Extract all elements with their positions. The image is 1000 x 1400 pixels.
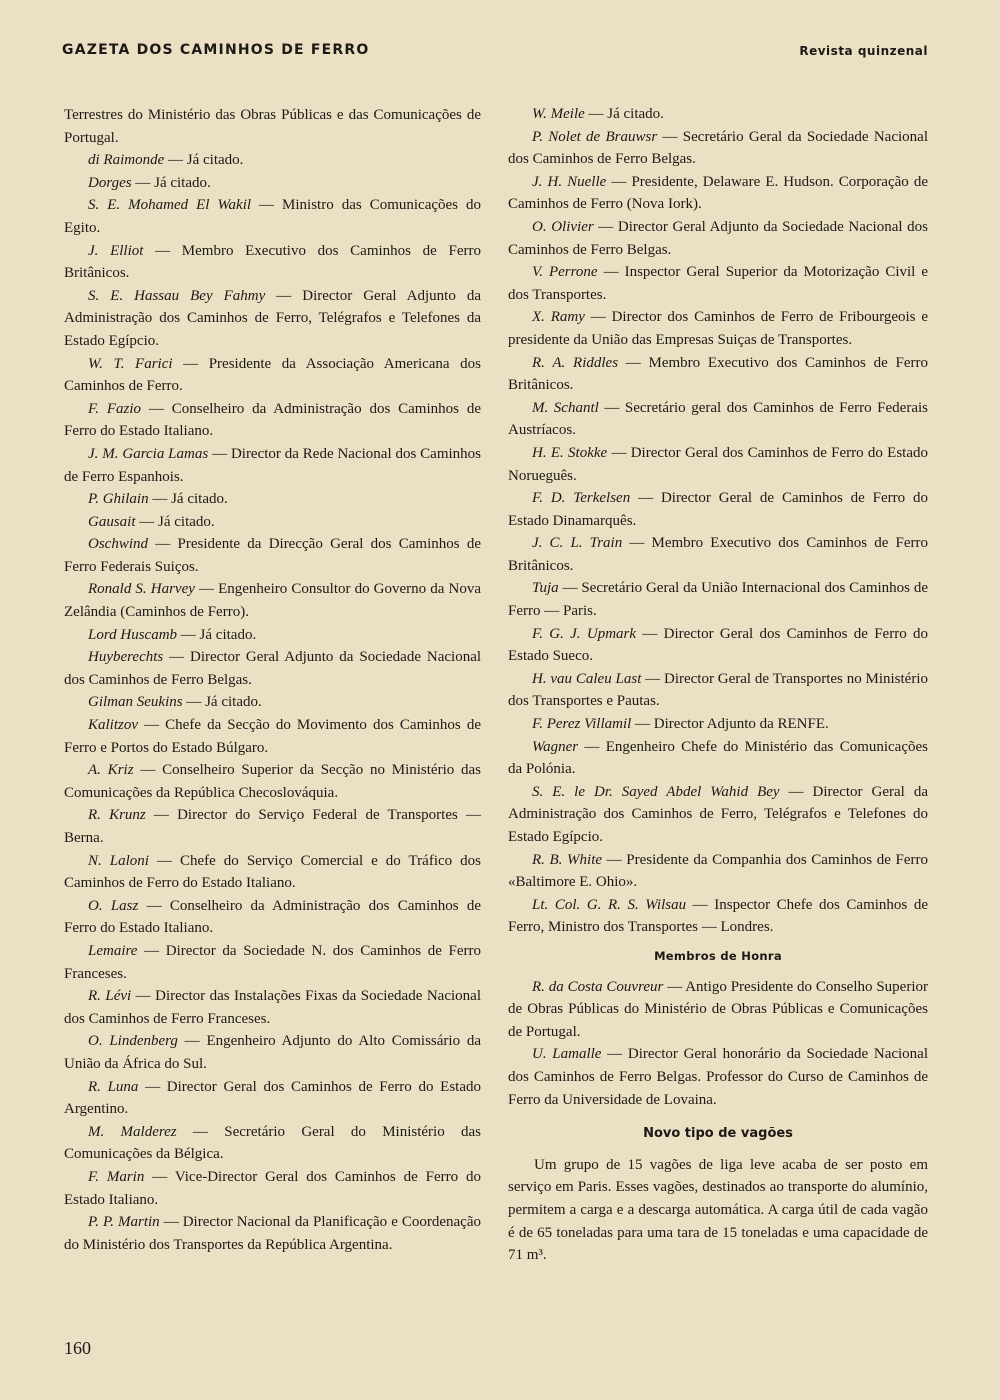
roster-entry: V. Perrone — Inspector Geral Superior da Motorização Civil e dos Transportes. (508, 264, 929, 303)
entry-name: Tuja (532, 580, 559, 597)
entry-description: Conselheiro da Administração dos Caminhos de Ferro do Estado Italiano. (64, 400, 481, 440)
entry-description: Membro Executivo dos Caminhos de Ferro Britânicos. (508, 535, 929, 574)
entry-description: Director Geral Adjunto da Sociedade Nacional dos Caminhos de Ferro Belgas. (508, 218, 928, 258)
entry-description: Já citado. (154, 174, 211, 191)
entry-description: Director do Serviço Federal de Transportes — Berna. (64, 807, 482, 846)
entry-name: U. Lamalle (532, 1046, 602, 1063)
entry-name: Oschwind (88, 536, 148, 553)
roster-entry: F. Marin — Vice-Director Geral dos Caminhos de Ferro do Estado Italiano. (64, 1168, 482, 1208)
roster-entry: W. T. Farici — Presidente da Associação Americana dos Caminhos de Ferro. (64, 355, 482, 395)
entry-description: Presidente, Delaware E. Hudson. Corporação de Caminhos de Ferro (Nova Iork). (508, 173, 929, 213)
entry-description: Director Geral de Caminhos de Ferro do Estado Dinamarquês. (508, 490, 928, 529)
entry-description: Presidente da Companhia dos Caminhos de Ferro «Baltimore E. Ohio». (508, 851, 928, 891)
entry-description: Engenheiro Chefe do Ministério das Comunicações da Polónia. (508, 738, 928, 778)
roster-entry: J. Elliot — Membro Executivo dos Caminhos de Ferro Britânicos. (64, 242, 481, 282)
roster-entry: F. G. J. Upmark — Director Geral dos Caminhos de Ferro do Estado Sueco. (508, 625, 929, 665)
entry-name: O. Olivier (532, 218, 594, 235)
entry-description: Vice-Director Geral dos Caminhos de Ferro do Estado Italiano. (64, 1168, 482, 1208)
roster-entry: J. H. Nuelle — Presidente, Delaware E. Hudson. Corporação de Caminhos de Ferro (Nova Iork). (508, 173, 929, 213)
entry-description: Director Geral honorário da Sociedade Nacional dos Caminhos de Ferro Belgas. Professor do Curso de Caminhos de Ferro da Universidade de Lovaina. (508, 1046, 929, 1108)
entry-description: Director Geral de Transportes no Ministério dos Transportes e Pautas. (508, 670, 928, 710)
roster-entry: N. Laloni — Chefe do Serviço Comercial e do Tráfico dos Caminhos de Ferro do Estado Italiano. (64, 852, 482, 892)
entry-name: J. H. Nuelle (532, 173, 607, 190)
entry-description: Presidente da Direcção Geral dos Caminhos de Ferro Federais Suiços. (64, 536, 481, 575)
roster-entry: H. E. Stokke — Director Geral dos Caminhos de Ferro do Estado Norueguês. (508, 444, 928, 484)
roster-entry: W. Meile — Já citado. (532, 106, 664, 122)
roster-entry: R. da Costa Couvreur — Antigo Presidente do Conselho Superior de Obras Públicas do Ministério de Obras Públicas e Comunicações de Portugal. (508, 978, 928, 1040)
entry-name: F. Fazio (88, 400, 142, 417)
roster-entry: J. M. Garcia Lamas — Director da Rede Nacional dos Caminhos de Ferro Espanhois. (64, 445, 482, 485)
entry-name: O. Lindenberg (88, 1033, 178, 1050)
entry-description: Inspector Chefe dos Caminhos de Ferro, Ministro dos Transportes — Londres. (508, 896, 928, 936)
roster-entry: P. P. Martin — Director Nacional da Planificação e Coordenação do Ministério dos Transportes da República Argentina. (64, 1214, 481, 1253)
entry-name: R. Lévi (88, 988, 132, 1005)
entry-description: Já citado. (607, 106, 664, 122)
entry-name: F. D. Terkelsen (532, 490, 631, 507)
roster-entry: Tuja — Secretário Geral da União Internacional dos Caminhos de Ferro — Paris. (508, 580, 928, 620)
entry-description: Já citado. (205, 694, 262, 711)
entry-description: Director da Sociedade N. dos Caminhos de Ferro Franceses. (64, 942, 481, 982)
entry-description: Antigo Presidente do Conselho Superior de Obras Públicas do Ministério de Obras Públicas e Comunicações de Portugal. (508, 978, 928, 1040)
entry-description: Membro Executivo dos Caminhos de Ferro Britânicos. (508, 354, 929, 394)
roster-entry: Lemaire — Director da Sociedade N. dos Caminhos de Ferro Franceses. (64, 942, 481, 982)
entry-name: S. E. le Dr. Sayed Abdel Wahid Bey (532, 783, 780, 800)
entry-name: X. Ramy (532, 309, 585, 326)
entry-description: Director Geral Adjunto da Administração dos Caminhos de Ferro, Telégrafos e Telefones da Estado Egípcio. (64, 287, 482, 349)
entry-name: R. B. White (532, 851, 603, 868)
entry-description: Já citado. (171, 491, 228, 508)
page-number: 160 (64, 1338, 91, 1358)
entry-description: Secretário Geral da Sociedade Nacional dos Caminhos de Ferro Belgas. (508, 128, 928, 168)
entry-name: Kalitzov (88, 717, 139, 734)
entry-name: di Raimonde (88, 152, 165, 169)
roster-entry: S. E. Hassau Bey Fahmy — Director Geral Adjunto da Administração dos Caminhos de Ferro, Telégrafos e Telefones da Estado Egípcio. (64, 287, 482, 349)
right-column (508, 103, 928, 1267)
article-heading: Novo tipo de vagões (643, 1126, 793, 1142)
entry-name: H. vau Caleu Last (532, 670, 642, 687)
entry-description: Director Geral dos Caminhos de Ferro do Estado Sueco. (508, 625, 929, 665)
entry-name: Gilman Seukins (88, 694, 183, 711)
right-entry-list (508, 103, 928, 939)
entry-name: F. Perez Villamil (532, 716, 632, 733)
roster-entry: di Raimonde — Já citado. (88, 152, 244, 169)
journal-subtitle: Revista quinzenal (799, 44, 928, 58)
entry-name: Lt. Col. G. R. S. Wilsau (532, 896, 687, 913)
entry-description: Engenheiro Adjunto do Alto Comissário da União da África do Sul. (64, 1033, 481, 1072)
roster-entry: S. E. le Dr. Sayed Abdel Wahid Bey — Director Geral da Administração dos Caminhos de Ferro, Telégrafos e Telefones do Estado Egípcio. (508, 783, 928, 845)
roster-entry: F. Perez Villamil — Director Adjunto da RENFE. (532, 716, 829, 733)
entry-name: J. Elliot (88, 242, 144, 259)
roster-entry: S. E. Mohamed El Wakil — Ministro das Comunicações do Egito. (64, 197, 481, 236)
entry-description: Conselheiro Superior da Secção no Ministério das Comunicações da República Checoslováquia. (64, 762, 481, 801)
roster-entry: P. Nolet de Brauwsr — Secretário Geral da Sociedade Nacional dos Caminhos de Ferro Belgas. (508, 128, 928, 168)
entry-description: Conselheiro da Administração dos Caminhos de Ferro do Estado Italiano. (64, 897, 481, 937)
roster-entry: O. Lindenberg — Engenheiro Adjunto do Alto Comissário da União da África do Sul. (64, 1033, 481, 1072)
entry-description: Director Geral dos Caminhos de Ferro do Estado Argentino. (64, 1078, 481, 1118)
entry-name: Lord Huscamb (88, 626, 178, 643)
roster-entry: Dorges — Já citado. (88, 174, 211, 191)
entry-description: Secretário Geral do Ministério das Comunicações da Bélgica. (64, 1123, 482, 1163)
journal-title: GAZETA DOS CAMINHOS DE FERRO (62, 42, 370, 58)
entry-name: S. E. Hassau Bey Fahmy (88, 287, 266, 304)
roster-entry: R. A. Riddles — Membro Executivo dos Caminhos de Ferro Britânicos. (508, 354, 929, 394)
entry-description: Já citado. (199, 626, 257, 643)
entry-description: Director das Instalações Fixas da Sociedade Nacional dos Caminhos de Ferro Franceses. (64, 988, 481, 1027)
entry-name: V. Perrone (532, 264, 598, 281)
roster-entry: F. D. Terkelsen — Director Geral de Caminhos de Ferro do Estado Dinamarquês. (508, 490, 928, 529)
roster-entry: Kalitzov — Chefe da Secção do Movimento dos Caminhos de Ferro e Portos do Estado Búlgaro. (64, 717, 481, 756)
entry-name: J. C. L. Train (532, 535, 623, 552)
roster-entry: F. Fazio — Conselheiro da Administração dos Caminhos de Ferro do Estado Italiano. (64, 400, 481, 440)
roster-entry: H. vau Caleu Last — Director Geral de Transportes no Ministério dos Transportes e Pautas. (508, 670, 928, 710)
entry-name: W. T. Farici (88, 355, 173, 372)
roster-entry: J. C. L. Train — Membro Executivo dos Caminhos de Ferro Britânicos. (508, 535, 929, 574)
roster-entry: R. Lévi — Director das Instalações Fixas da Sociedade Nacional dos Caminhos de Ferro Franceses. (64, 988, 481, 1027)
entry-name: P. Ghilain (88, 491, 149, 508)
entry-name: F. Marin (88, 1168, 145, 1185)
entry-name: Lemaire (88, 942, 138, 959)
entry-name: Gausait (88, 513, 136, 530)
entry-description: Presidente da Associação Americana dos Caminhos de Ferro. (64, 355, 482, 395)
entry-name: P. Nolet de Brauwsr (532, 128, 658, 145)
entry-description: Chefe do Serviço Comercial e do Tráfico dos Caminhos de Ferro do Estado Italiano. (64, 852, 482, 892)
entry-name: S. E. Mohamed El Wakil (88, 197, 252, 214)
entry-description: Inspector Geral Superior da Motorização Civil e dos Transportes. (508, 264, 929, 303)
entry-description: Secretário geral dos Caminhos de Ferro Federais Austríacos. (508, 399, 928, 439)
entry-description: Director Adjunto da RENFE. (653, 716, 829, 733)
entry-name: Wagner (532, 738, 579, 755)
roster-entry: P. Ghilain — Já citado. (88, 491, 228, 508)
entry-name: J. M. Garcia Lamas (88, 445, 209, 462)
roster-entry: O. Lasz — Conselheiro da Administração dos Caminhos de Ferro do Estado Italiano. (64, 897, 481, 937)
roster-entry: O. Olivier — Director Geral Adjunto da Sociedade Nacional dos Caminhos de Ferro Belgas. (508, 218, 928, 258)
roster-entry: R. Luna — Director Geral dos Caminhos de Ferro do Estado Argentino. (64, 1078, 481, 1118)
entry-name: F. G. J. Upmark (532, 625, 637, 642)
roster-entry: Lt. Col. G. R. S. Wilsau — Inspector Chefe dos Caminhos de Ferro, Ministro dos Transportes — Londres. (508, 896, 928, 936)
entry-description: Ministro das Comunicações do Egito. (64, 197, 481, 236)
roster-entry: X. Ramy — Director dos Caminhos de Ferro de Fribourgeois e presidente da União das Empresas Suiças de Transportes. (508, 309, 928, 348)
entry-name: R. Krunz (88, 807, 146, 824)
entry-description: Já citado. (186, 152, 244, 169)
roster-entry: Gilman Seukins — Já citado. (88, 694, 262, 711)
entry-name: W. Meile (532, 106, 585, 122)
entry-name: Ronald S. Harvey (88, 581, 195, 598)
honor-entry-list (508, 976, 928, 1112)
entry-name: R. da Costa Couvreur (532, 978, 664, 995)
roster-entry: R. B. White — Presidente da Companhia dos Caminhos de Ferro «Baltimore E. Ohio». (508, 851, 928, 891)
left-column (64, 104, 481, 1256)
entry-description: Chefe da Secção do Movimento dos Caminhos de Ferro e Portos do Estado Búlgaro. (64, 717, 481, 756)
roster-entry: A. Kriz — Conselheiro Superior da Secção no Ministério das Comunicações da República Checoslováquia. (64, 762, 481, 801)
entry-description: Director Geral dos Caminhos de Ferro do Estado Norueguês. (508, 444, 928, 484)
entry-description: Engenheiro Consultor do Governo da Nova Zelândia (Caminhos de Ferro). (64, 581, 481, 621)
lead-text: Terrestres do Ministério das Obras Públicas e das Comunicações de Portugal. (64, 107, 481, 146)
entry-description: Director Geral Adjunto da Sociedade Nacional dos Caminhos de Ferro Belgas. (64, 649, 482, 688)
entry-name: H. E. Stokke (532, 444, 608, 461)
article-body: Um grupo de 15 vagões de liga leve acaba de ser posto em serviço em Paris. Esses vagões, destinados ao transporte do alumínio, permitem a carga e a descarga automática. A carga útil de cada vagão é de 65 toneladas para uma tara de 15 toneladas e uma capacidade de 71 m³. (508, 1156, 928, 1264)
roster-entry: M. Schantl — Secretário geral dos Caminhos de Ferro Federais Austríacos. (508, 399, 928, 439)
entry-description: Já citado. (158, 513, 215, 530)
roster-entry: Huyberechts — Director Geral Adjunto da Sociedade Nacional dos Caminhos de Ferro Belgas. (64, 649, 482, 688)
entry-name: M. Schantl (532, 399, 599, 416)
roster-entry: Ronald S. Harvey — Engenheiro Consultor do Governo da Nova Zelândia (Caminhos de Ferro). (64, 581, 481, 621)
entry-description: Director Geral da Administração dos Caminhos de Ferro, Telégrafos e Telefones do Estado Egípcio. (508, 783, 928, 845)
entry-name: R. A. Riddles (532, 354, 619, 371)
entry-name: P. P. Martin (88, 1214, 160, 1231)
entry-description: Director Nacional da Planificação e Coordenação do Ministério dos Transportes da República Argentina. (64, 1214, 481, 1253)
roster-entry: Wagner — Engenheiro Chefe do Ministério das Comunicações da Polónia. (508, 738, 928, 778)
entry-name: Dorges (88, 174, 132, 191)
roster-entry: Lord Huscamb — Já citado. (88, 626, 257, 643)
entry-name: O. Lasz (88, 897, 139, 914)
left-entry-list (64, 149, 481, 1256)
entry-name: A. Kriz (88, 762, 134, 779)
roster-entry: R. Krunz — Director do Serviço Federal de Transportes — Berna. (64, 807, 482, 846)
roster-entry: Gausait — Já citado. (88, 513, 215, 530)
honor-members-heading: Membros de Honra (654, 948, 782, 963)
entry-description: Secretário Geral da União Internacional dos Caminhos de Ferro — Paris. (508, 580, 928, 620)
entry-description: Director da Rede Nacional dos Caminhos de Ferro Espanhois. (64, 445, 482, 485)
roster-entry: U. Lamalle — Director Geral honorário da Sociedade Nacional dos Caminhos de Ferro Belgas. Professor do Curso de Caminhos de Ferro da Universidade de Lovaina. (508, 1046, 929, 1108)
entry-description: Director dos Caminhos de Ferro de Fribourgeois e presidente da União das Empresas Suiças de Transportes. (508, 309, 928, 348)
entry-description: Membro Executivo dos Caminhos de Ferro Britânicos. (64, 242, 481, 282)
roster-entry: Oschwind — Presidente da Direcção Geral dos Caminhos de Ferro Federais Suiços. (64, 536, 481, 575)
roster-entry: M. Malderez — Secretário Geral do Ministério das Comunicações da Bélgica. (64, 1123, 482, 1163)
entry-name: N. Laloni (88, 852, 149, 869)
entry-name: M. Malderez (88, 1123, 177, 1140)
entry-name: R. Luna (88, 1078, 139, 1095)
entry-name: Huyberechts (88, 649, 164, 666)
